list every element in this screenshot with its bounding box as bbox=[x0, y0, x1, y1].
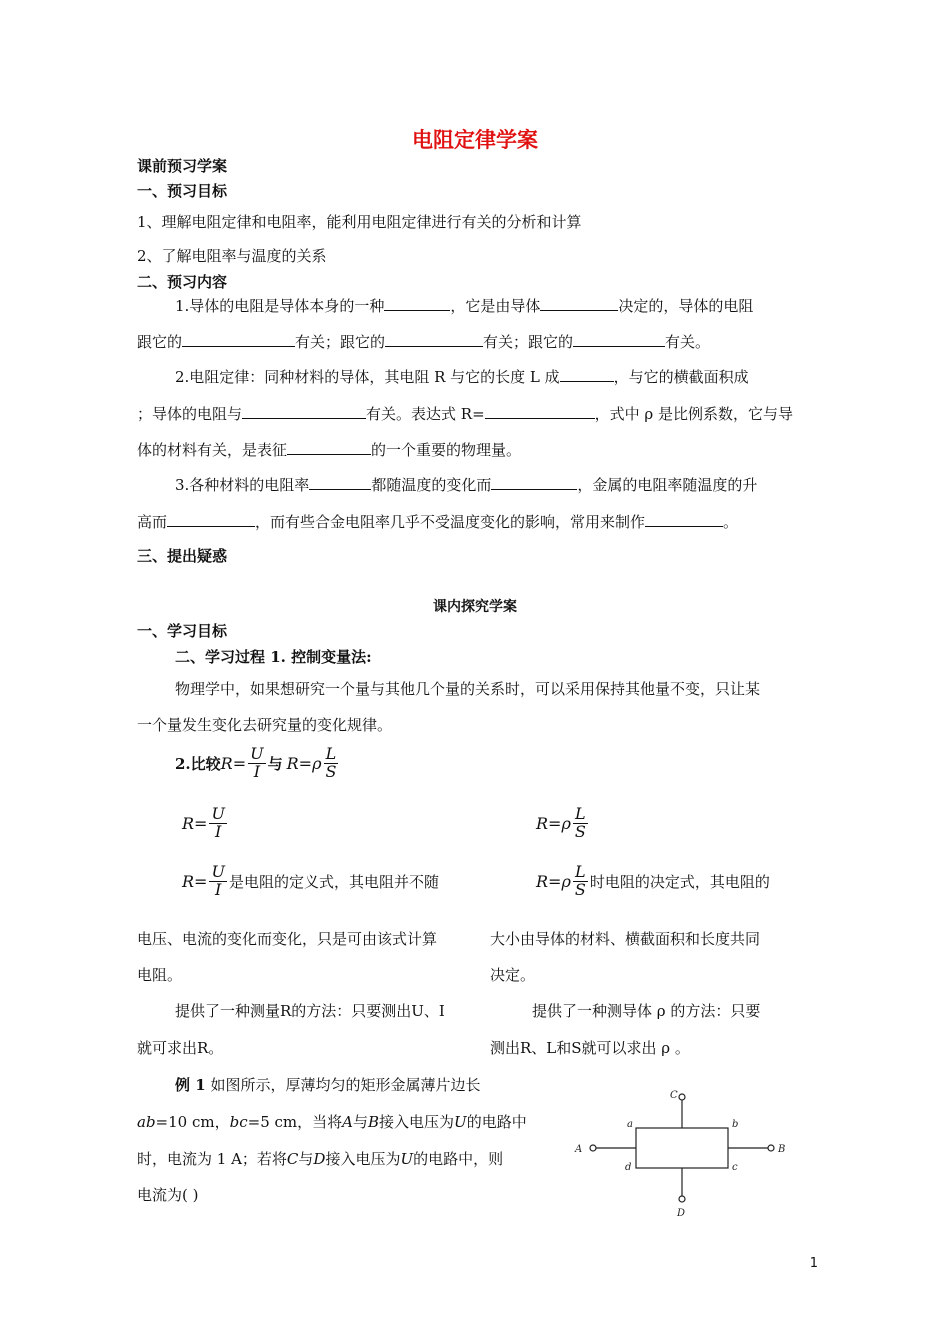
label-a: a bbox=[627, 1119, 633, 1130]
example-text: 与 bbox=[352, 1113, 368, 1131]
item-1-text-b: ，它是由导体 bbox=[450, 297, 541, 315]
left-col-text-1: 是电阻的定义式，其电阻并不随 bbox=[228, 872, 439, 891]
item-1-text-c: 决定的，导体的电阻 bbox=[618, 297, 754, 315]
equals-sign: = bbox=[548, 813, 562, 833]
example-text: 时，电流为 1 A；若将 bbox=[137, 1150, 287, 1168]
example-text: =10 cm， bbox=[155, 1113, 230, 1131]
item-2-text-g: 的一个重要的物理量。 bbox=[371, 441, 522, 459]
example-text: 的电路中 bbox=[466, 1113, 527, 1131]
item-2-line-2 bbox=[137, 403, 793, 424]
pre-class-heading: 课前预习学案 bbox=[137, 157, 228, 175]
blank bbox=[182, 332, 295, 347]
section-learning-process: 二、学习过程 1. 控制变量法: bbox=[175, 648, 372, 666]
example-text: 与 bbox=[298, 1150, 314, 1168]
item-2-line-3 bbox=[137, 439, 521, 460]
item-3-text-b: 都随温度的变化而 bbox=[371, 476, 492, 494]
example-text: 接入电压为 bbox=[325, 1150, 401, 1168]
example-text: 接入电压为 bbox=[379, 1113, 455, 1131]
denominator-i: I bbox=[253, 761, 261, 781]
var-ab: ab bbox=[137, 1113, 156, 1131]
and-word: 与 bbox=[267, 754, 283, 773]
fraction-ls bbox=[573, 806, 588, 841]
denominator-i: I bbox=[215, 879, 222, 899]
formula-rho-l-s bbox=[287, 746, 341, 781]
numerator-u: U bbox=[211, 862, 225, 881]
right-col-line-4: 提供了一种测导体 ρ 的方法：只要 bbox=[532, 1002, 761, 1020]
example-line-3 bbox=[137, 1148, 503, 1169]
fraction-ui bbox=[209, 806, 226, 841]
label-b: b bbox=[732, 1119, 739, 1130]
item-2-line-1 bbox=[175, 366, 749, 387]
item-3-text-f: 。 bbox=[723, 513, 739, 531]
example-text-1: 如图所示，厚薄均匀的矩形金属薄片边长 bbox=[205, 1076, 481, 1094]
left-col-line-1 bbox=[182, 864, 439, 899]
blank bbox=[309, 475, 371, 490]
symbol-r: R bbox=[182, 813, 195, 833]
item-1-line-1 bbox=[175, 295, 753, 316]
example-text: 的电路中，则 bbox=[413, 1150, 504, 1168]
item-1-text-g: 有关。 bbox=[665, 333, 711, 351]
right-col-line-2: 大小由导体的材料、横截面积和长度共同 bbox=[490, 930, 761, 948]
section-preview-content: 二、预习内容 bbox=[137, 273, 228, 291]
metal-sheet-figure bbox=[570, 1084, 800, 1224]
example-line-1 bbox=[175, 1074, 480, 1095]
blank bbox=[573, 332, 665, 347]
goal-2: 2、了解电阻率与温度的关系 bbox=[137, 247, 327, 265]
right-col-line-3: 决定。 bbox=[490, 966, 536, 984]
var-b: B bbox=[368, 1113, 380, 1131]
blank bbox=[385, 332, 483, 347]
comparison-heading bbox=[175, 746, 340, 781]
item-1-text-d: 跟它的 bbox=[137, 333, 183, 351]
symbol-r: R bbox=[220, 753, 233, 773]
var-c: C bbox=[286, 1150, 299, 1168]
right-formula bbox=[536, 806, 590, 841]
label-d: d bbox=[625, 1162, 632, 1173]
item-2-text-e: ，式中 ρ 是比例系数，它与导 bbox=[594, 405, 794, 423]
blank bbox=[167, 512, 255, 527]
item-1-text-e: 有关；跟它的 bbox=[295, 333, 386, 351]
terminal-c bbox=[679, 1094, 685, 1100]
document-title: 电阻定律学案 bbox=[412, 127, 538, 152]
var-bc: bc bbox=[229, 1113, 248, 1131]
denominator-s: S bbox=[325, 761, 337, 781]
label-c: c bbox=[732, 1162, 738, 1173]
symbol-r: R bbox=[536, 813, 549, 833]
blank bbox=[485, 404, 595, 419]
goal-1: 1、理解电阻定律和电阻率，能利用电阻定律进行有关的分析和计算 bbox=[137, 213, 582, 231]
item-2-text-c: ；导体的电阻与 bbox=[137, 405, 243, 423]
example-line-4: 电流为( ) bbox=[137, 1186, 199, 1204]
item-2-text-b: ，与它的横截面积成 bbox=[613, 368, 749, 386]
left-col-line-5: 就可求出R。 bbox=[137, 1039, 224, 1057]
numerator-u: U bbox=[211, 804, 225, 823]
left-col-line-3: 电阻。 bbox=[137, 966, 183, 984]
blank bbox=[242, 404, 366, 419]
terminal-a bbox=[590, 1145, 596, 1151]
blank bbox=[491, 475, 577, 490]
sheet-rectangle bbox=[636, 1128, 728, 1168]
fraction-ls bbox=[323, 746, 338, 781]
example-text: =5 cm，当将 bbox=[247, 1113, 343, 1131]
var-u: U bbox=[400, 1150, 414, 1168]
fraction-ls bbox=[573, 864, 588, 899]
terminal-d bbox=[679, 1196, 685, 1202]
paragraph-line-2: 一个量发生变化去研究量的变化规律。 bbox=[137, 716, 393, 734]
symbol-rho: ρ bbox=[561, 871, 571, 891]
denominator-s: S bbox=[574, 821, 586, 841]
item-2-text-a: 2.电阻定律：同种材料的导体，其电阻 R 与它的长度 L 成 bbox=[175, 368, 560, 386]
symbol-rho: ρ bbox=[312, 753, 322, 773]
numerator-l: L bbox=[575, 862, 586, 881]
var-u: U bbox=[454, 1113, 467, 1131]
label-B: B bbox=[778, 1144, 786, 1155]
numerator-l: L bbox=[575, 804, 586, 823]
blank bbox=[287, 440, 371, 455]
fraction-ui bbox=[209, 864, 226, 899]
compare-label: 2.比较 bbox=[175, 754, 221, 773]
right-col-line-5: 测出R、L和S就可以求出 ρ 。 bbox=[490, 1039, 690, 1057]
equals-sign: = bbox=[194, 813, 208, 833]
var-a: A bbox=[342, 1113, 353, 1131]
symbol-r: R bbox=[182, 871, 195, 891]
symbol-r: R bbox=[286, 753, 299, 773]
terminal-b bbox=[768, 1145, 774, 1151]
left-col-line-2: 电压、电流的变化而变化，只是可由该式计算 bbox=[137, 930, 438, 948]
equals-sign: = bbox=[232, 753, 247, 773]
numerator-l: L bbox=[325, 744, 337, 763]
item-3-text-c: ，金属的电阻率随温度的升 bbox=[577, 476, 758, 494]
example-label: 例 1 bbox=[175, 1076, 206, 1094]
item-1-text-a: 1.导体的电阻是导体本身的一种 bbox=[175, 297, 385, 315]
item-1-text-f: 有关；跟它的 bbox=[483, 333, 574, 351]
page-number: 1 bbox=[809, 1256, 818, 1271]
equals-sign: = bbox=[298, 753, 313, 773]
item-2-text-f: 体的材料有关，是表征 bbox=[137, 441, 288, 459]
item-1-line-2 bbox=[137, 331, 710, 352]
item-3-line-1 bbox=[175, 474, 757, 495]
item-3-text-a: 3.各种材料的电阻率 bbox=[175, 476, 310, 494]
example-line-2 bbox=[137, 1111, 527, 1132]
var-d: D bbox=[313, 1150, 326, 1168]
left-col-line-4: 提供了一种测量R的方法：只要测出U、I bbox=[175, 1002, 445, 1020]
equals-sign: = bbox=[548, 871, 562, 891]
section-preview-goals: 一、预习目标 bbox=[137, 182, 228, 200]
blank bbox=[384, 296, 450, 311]
in-class-heading: 课内探究学案 bbox=[433, 599, 517, 615]
item-3-line-2 bbox=[137, 511, 738, 532]
formula-ui bbox=[221, 746, 268, 781]
symbol-r: R bbox=[536, 871, 549, 891]
equals-sign: = bbox=[194, 871, 208, 891]
fraction-ui bbox=[248, 746, 265, 781]
denominator-i: I bbox=[215, 821, 222, 841]
label-D: D bbox=[677, 1208, 686, 1219]
denominator-s: S bbox=[574, 879, 586, 899]
blank bbox=[540, 296, 618, 311]
blank bbox=[645, 512, 723, 527]
section-questions: 三、提出疑惑 bbox=[137, 547, 228, 565]
item-2-text-d: 有关。表达式 R= bbox=[366, 405, 485, 423]
label-A: A bbox=[575, 1144, 583, 1155]
blank bbox=[560, 367, 614, 382]
right-col-line-1 bbox=[536, 864, 770, 899]
label-C: C bbox=[670, 1090, 678, 1101]
right-col-text-1: 时电阻的决定式，其电阻的 bbox=[589, 872, 770, 891]
paragraph-line-1: 物理学中，如果想研究一个量与其他几个量的关系时，可以采用保持其他量不变，只让某 bbox=[175, 680, 761, 698]
item-3-text-e: ，而有些合金电阻率几乎不受温度变化的影响，常用来制作 bbox=[255, 513, 646, 531]
item-3-text-d: 高而 bbox=[137, 513, 168, 531]
left-formula bbox=[182, 806, 229, 841]
numerator-u: U bbox=[250, 744, 264, 763]
symbol-rho: ρ bbox=[561, 813, 571, 833]
section-learning-goals: 一、学习目标 bbox=[137, 622, 228, 640]
